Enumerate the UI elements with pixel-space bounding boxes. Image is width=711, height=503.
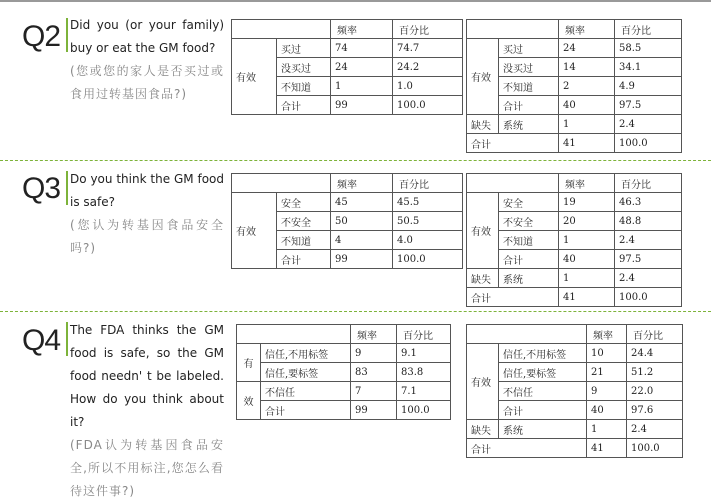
q3-accent-bar bbox=[66, 171, 68, 205]
row-label: 没买过 bbox=[499, 58, 559, 77]
section-divider bbox=[0, 311, 711, 312]
row-freq: 41 bbox=[587, 439, 627, 458]
row-label: 合计 bbox=[499, 250, 559, 269]
row-pct: 97.5 bbox=[615, 250, 682, 269]
row-pct: 45.5 bbox=[393, 193, 463, 212]
table-row bbox=[467, 115, 682, 134]
row-freq: 83 bbox=[351, 363, 397, 382]
header-freq: 频率 bbox=[559, 20, 615, 39]
row-pct: 7.1 bbox=[397, 382, 451, 401]
row-freq: 24 bbox=[559, 39, 615, 58]
row-freq: 19 bbox=[559, 193, 615, 212]
row-freq: 2 bbox=[559, 77, 615, 96]
table-row bbox=[232, 39, 463, 58]
row-pct: 4.0 bbox=[393, 231, 463, 250]
group-valid: 有效 bbox=[467, 39, 499, 115]
group-valid: 有效 bbox=[232, 193, 277, 269]
q4-right-table bbox=[466, 324, 683, 458]
row-pct: 24.2 bbox=[393, 58, 463, 77]
table-header-row bbox=[467, 325, 683, 344]
q4-question bbox=[70, 319, 224, 503]
table-row bbox=[467, 193, 682, 212]
row-pct: 1.0 bbox=[393, 77, 463, 96]
row-freq: 4 bbox=[331, 231, 393, 250]
table-header-row bbox=[237, 325, 451, 344]
row-label: 合计 bbox=[499, 96, 559, 115]
header-pct: 百分比 bbox=[397, 325, 451, 344]
row-label: 信任,要标签 bbox=[261, 363, 351, 382]
table-row bbox=[237, 363, 451, 382]
row-pct: 100.0 bbox=[615, 134, 682, 153]
row-label: 买过 bbox=[277, 39, 331, 58]
q3-number: Q3 bbox=[22, 172, 61, 205]
table-row bbox=[237, 382, 451, 401]
row-pct: 2.4 bbox=[615, 231, 682, 250]
row-freq: 40 bbox=[587, 401, 627, 420]
table-row bbox=[467, 269, 682, 288]
row-pct: 22.0 bbox=[627, 382, 683, 401]
row-pct: 74.7 bbox=[393, 39, 463, 58]
header-blank bbox=[232, 20, 331, 39]
row-pct: 100.0 bbox=[615, 288, 682, 307]
header-freq: 频率 bbox=[587, 325, 627, 344]
row-pct: 24.4 bbox=[627, 344, 683, 363]
q2-question bbox=[70, 14, 224, 106]
row-label: 合计 bbox=[277, 250, 331, 269]
row-label: 合计 bbox=[499, 401, 587, 420]
q4-number: Q4 bbox=[22, 324, 61, 357]
header-pct: 百分比 bbox=[627, 325, 683, 344]
table-header-row bbox=[467, 20, 682, 39]
row-freq: 40 bbox=[559, 250, 615, 269]
row-freq: 1 bbox=[587, 420, 627, 439]
row-label: 安全 bbox=[277, 193, 331, 212]
row-freq: 99 bbox=[351, 401, 397, 420]
row-pct: 100.0 bbox=[627, 439, 683, 458]
row-pct: 100.0 bbox=[397, 401, 451, 420]
group-missing: 缺失 bbox=[467, 269, 499, 288]
row-label: 不安全 bbox=[277, 212, 331, 231]
row-label: 不知道 bbox=[277, 77, 331, 96]
row-pct: 9.1 bbox=[397, 344, 451, 363]
row-freq: 9 bbox=[351, 344, 397, 363]
header-freq: 频率 bbox=[331, 174, 393, 193]
q2-number: Q2 bbox=[22, 20, 61, 53]
table-row bbox=[467, 77, 682, 96]
row-freq: 41 bbox=[559, 134, 615, 153]
row-freq: 7 bbox=[351, 382, 397, 401]
row-label: 不信任 bbox=[499, 382, 587, 401]
row-pct: 58.5 bbox=[615, 39, 682, 58]
top-rule bbox=[0, 0, 711, 2]
row-pct: 97.6 bbox=[627, 401, 683, 420]
table-row bbox=[467, 231, 682, 250]
q3-question bbox=[70, 168, 224, 260]
header-blank bbox=[237, 325, 351, 344]
q3-question-cn: (您认为转基因食品安全吗?) bbox=[70, 218, 224, 255]
header-pct: 百分比 bbox=[615, 20, 682, 39]
row-total-label: 合计 bbox=[467, 134, 559, 153]
row-pct: 34.1 bbox=[615, 58, 682, 77]
row-pct: 48.8 bbox=[615, 212, 682, 231]
header-blank bbox=[467, 325, 587, 344]
table-row bbox=[232, 193, 463, 212]
q2-question-en: Did you (or your family) buy or eat the GM food? bbox=[70, 18, 224, 55]
group-missing: 缺失 bbox=[467, 420, 499, 439]
row-total-label: 合计 bbox=[467, 439, 587, 458]
header-freq: 频率 bbox=[351, 325, 397, 344]
header-freq: 频率 bbox=[559, 174, 615, 193]
row-label: 不知道 bbox=[499, 231, 559, 250]
q3-question-en: Do you think the GM food is safe? bbox=[70, 172, 224, 209]
row-freq: 24 bbox=[331, 58, 393, 77]
row-label: 不知道 bbox=[499, 77, 559, 96]
q3-right-table bbox=[466, 173, 682, 307]
row-freq: 40 bbox=[559, 96, 615, 115]
table-header-row bbox=[467, 174, 682, 193]
row-label: 不安全 bbox=[499, 212, 559, 231]
header-pct: 百分比 bbox=[393, 174, 463, 193]
row-label: 买过 bbox=[499, 39, 559, 58]
row-pct: 100.0 bbox=[393, 96, 463, 115]
section-divider bbox=[0, 160, 711, 161]
group-valid: 有效 bbox=[467, 344, 499, 420]
row-freq: 9 bbox=[587, 382, 627, 401]
q2-question-cn: (您或您的家人是否买过或食用过转基因食品?) bbox=[70, 64, 224, 101]
q2-right-table bbox=[466, 19, 682, 153]
row-freq: 20 bbox=[559, 212, 615, 231]
header-pct: 百分比 bbox=[393, 20, 463, 39]
table-row bbox=[467, 420, 683, 439]
row-label: 不信任 bbox=[261, 382, 351, 401]
row-pct: 46.3 bbox=[615, 193, 682, 212]
row-pct: 51.2 bbox=[627, 363, 683, 382]
table-row bbox=[237, 401, 451, 420]
row-pct: 4.9 bbox=[615, 77, 682, 96]
group-valid: 有效 bbox=[467, 193, 499, 269]
group-valid-char: 有 bbox=[237, 344, 261, 382]
table-row bbox=[467, 58, 682, 77]
group-valid: 有效 bbox=[232, 39, 277, 115]
table-row bbox=[467, 382, 683, 401]
table-row bbox=[467, 401, 683, 420]
header-blank bbox=[467, 20, 559, 39]
row-freq: 45 bbox=[331, 193, 393, 212]
table-row bbox=[467, 212, 682, 231]
q4-question-en: The FDA thinks the GM food is safe, so the GM food needn' t be labeled. How do you think about it? bbox=[70, 323, 224, 429]
table-row bbox=[467, 439, 683, 458]
header-freq: 频率 bbox=[331, 20, 393, 39]
row-freq: 10 bbox=[587, 344, 627, 363]
q4-question-cn: (FDA认为转基因食品安全,所以不用标注,您怎么看待这件事?) bbox=[70, 438, 224, 498]
header-blank bbox=[232, 174, 331, 193]
q2-accent-bar bbox=[66, 18, 68, 52]
row-label: 没买过 bbox=[277, 58, 331, 77]
table-header-row bbox=[232, 20, 463, 39]
table-row bbox=[467, 363, 683, 382]
row-freq: 14 bbox=[559, 58, 615, 77]
group-valid-char: 效 bbox=[237, 382, 261, 420]
row-label: 不知道 bbox=[277, 231, 331, 250]
row-pct: 83.8 bbox=[397, 363, 451, 382]
row-freq: 1 bbox=[559, 231, 615, 250]
row-pct: 97.5 bbox=[615, 96, 682, 115]
row-pct: 2.4 bbox=[615, 269, 682, 288]
row-freq: 41 bbox=[559, 288, 615, 307]
row-freq: 21 bbox=[587, 363, 627, 382]
row-freq: 74 bbox=[331, 39, 393, 58]
table-header-row bbox=[232, 174, 463, 193]
table-row bbox=[467, 344, 683, 363]
row-label: 合计 bbox=[261, 401, 351, 420]
table-row bbox=[467, 96, 682, 115]
row-pct: 2.4 bbox=[627, 420, 683, 439]
row-total-label: 合计 bbox=[467, 288, 559, 307]
group-missing: 缺失 bbox=[467, 115, 499, 134]
row-label: 系统 bbox=[499, 269, 559, 288]
row-freq: 99 bbox=[331, 96, 393, 115]
q3-left-table bbox=[231, 173, 463, 269]
row-label: 系统 bbox=[499, 115, 559, 134]
row-label: 信任,不用标签 bbox=[261, 344, 351, 363]
row-pct: 2.4 bbox=[615, 115, 682, 134]
row-label: 信任,要标签 bbox=[499, 363, 587, 382]
q4-accent-bar bbox=[66, 322, 68, 356]
q2-left-table bbox=[231, 19, 463, 115]
q4-left-table bbox=[236, 324, 451, 420]
row-freq: 50 bbox=[331, 212, 393, 231]
row-freq: 99 bbox=[331, 250, 393, 269]
row-label: 合计 bbox=[277, 96, 331, 115]
table-row bbox=[467, 288, 682, 307]
table-row bbox=[237, 344, 451, 363]
row-label: 系统 bbox=[499, 420, 587, 439]
row-label: 信任,不用标签 bbox=[499, 344, 587, 363]
header-blank bbox=[467, 174, 559, 193]
row-pct: 100.0 bbox=[393, 250, 463, 269]
row-pct: 50.5 bbox=[393, 212, 463, 231]
table-row bbox=[467, 39, 682, 58]
row-freq: 1 bbox=[559, 115, 615, 134]
row-freq: 1 bbox=[559, 269, 615, 288]
table-row bbox=[467, 134, 682, 153]
table-row bbox=[467, 250, 682, 269]
row-freq: 1 bbox=[331, 77, 393, 96]
row-label: 安全 bbox=[499, 193, 559, 212]
header-pct: 百分比 bbox=[615, 174, 682, 193]
